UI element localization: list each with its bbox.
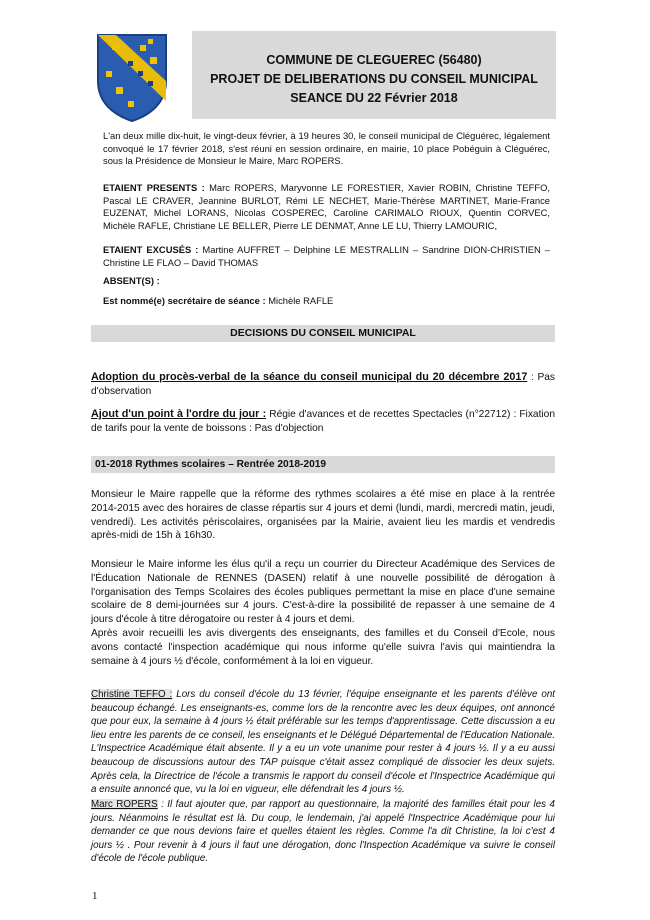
present-members [103, 182, 550, 232]
intro-paragraph: L'an deux mille dix-huit, le vingt-deux février, à 19 heures 30, le conseil municipal de Cléguérec, légalement convoqué le 17 février 2018, s'est réuni en session ordinaire, en mairie, 10 place Pobéguin à Cléguérec, sous la Présidence de Monsieur le Maire, Marc ROPERS. [103, 130, 550, 167]
page-number: 1 [92, 890, 98, 902]
document-title: PROJET DE DELIBERATIONS DU CONSEIL MUNICIPAL [210, 72, 538, 86]
item-heading: 01-2018 Rythmes scolaires – Rentrée 2018-2019 [91, 456, 555, 473]
adoption-title: Adoption du procès-verbal de la séance du conseil municipal du 20 décembre 2017 [91, 371, 528, 383]
commune-title: COMMUNE DE CLEGUEREC (56480) [266, 53, 482, 67]
statement-ropers [91, 798, 555, 866]
paragraph-dasen-letter: Monsieur le Maire informe les élus qu'il a reçu un courrier du Directeur Académique des Services de l'Éducation Nationale de RENNES (DASEN) relatif à une nouvelle possibilité de dérogation à l'organisation des Temps Scolaires des écoles publiques permettant la mise en place d'une semaine scolaire de 8 demi-journées sur 4 jours. C'est-à-dire la possibilité de repasser à une semaine de 4 jours d'école à titre dérogatoire ou rester à 4 jours et demi. [91, 559, 555, 626]
secretary-line [103, 295, 550, 308]
paragraph-opinions: Après avoir recueilli les avis divergents des enseignants, des familles et du Conseil d'Ecole, nous avons contacté l'inspection académique qui nous informe qu'elle suivra l'avis qui maintiendra la semaine à 4 jours ½ d'école, conformément à la loi en vigueur. [91, 628, 555, 667]
speaker-name: Marc ROPERS [91, 799, 158, 810]
secretary-label: Est nommé(e) secrétaire de séance : [103, 295, 266, 306]
agenda-addition-text: Régie d'avances et de recettes Spectacles (n°22712) : Fixation de tarifs pour la vente de boissons : Pas d'objection [91, 409, 555, 434]
document-header [192, 31, 556, 119]
excused-members [103, 244, 550, 269]
adoption-paragraph [91, 371, 555, 399]
present-names: Marc ROPERS, Maryvonne LE FORESTIER, Xavier ROBIN, Christine TEFFO, Pascal LE CRAVER, Jeannine BURLOT, Rémi LE NECHET, Marie-Thérèse MARTINET, Marie-France EUZENAT, Michel LORANS, Nicolas COSPEREC, Caroline CARIMALO RIOUX, Quentin CORVEC, Michèle RAFLE, Christiane LE BELLER, Pierre LE DENMAT, Anne LE LU, Thierry LAMOURIC, [103, 182, 550, 231]
decisions-heading: DECISIONS DU CONSEIL MUNICIPAL [91, 325, 555, 342]
speaker-name: Christine TEFFO : [91, 689, 173, 700]
excused-label: ETAIENT EXCUSÉS : [103, 244, 199, 255]
secretary-name: Michèle RAFLE [268, 295, 334, 306]
absent-label: ABSENT(S) : [103, 275, 160, 286]
statement-text: Lors du conseil d'école du 13 février, l'équipe enseignante et les parents d'élève ont beaucoup échangé. Les enseignants-es, comme lors de la rencontre avec les deux équipes, ont annoncé que pour eux, la semaine à 4 jours ½ était préférable sur les temps d'apprentissage. Cette discussion a eu lieu entre les parents de ce conseil, les enseignants et le Délégué Départemental de l'Education Nationale. L'Inspectrice Académique était absente. Il y a eu un vote unanime pour rester à 4 jours ½. Il y a eu aussi beaucoup de discussions autour des TAP puisque c'était assez compliqué de dissocier les deux sujets. Après cela, la Directrice de l'école a transmis le rapport du conseil d'école et l'Inspectrice Académique qui a ensuite annoncé que, vu la loi en vigueur, elle défendrait les 4 jours ½. [91, 689, 555, 796]
session-date: SEANCE DU 22 Février 2018 [290, 91, 458, 105]
paragraph-reform-recall: Monsieur le Maire rappelle que la réforme des rythmes scolaires a été mise en place à la rentrée 2014-2015 avec des horaires de classe répartis sur 4 jours et demi (lundi, mardi, mercredi matin, jeudi, vendredi). Les activités périscolaires, organisées par la Mairie, avaient lieu les mardis et vendredis après-midi de 15h à 16h30. [91, 489, 555, 542]
present-label: ETAIENT PRESENTS : [103, 182, 205, 193]
adoption-text: : Pas d'observation [91, 372, 556, 397]
excused-names: Martine AUFFRET – Delphine LE MESTRALLIN – Sandrine DION-CHRISTIEN – Christine LE FLAO – David THOMAS [103, 244, 551, 268]
coat-of-arms-icon [92, 31, 172, 123]
agenda-addition-title: Ajout d'un point à l'ordre du jour : [91, 408, 267, 420]
statement-text: : Il faut ajouter que, par rapport au questionnaire, la majorité des familles était pour les 4 jours. Néanmoins le résultat est là. Du coup, le lendemain, j'ai appelé l'Inspectrice Académique pour lui demander ce que nous devions faire et quelles étaient les règles. Comme l'a dit Christine, la loi c'est 4 jours ½ . Pour revenir à 4 jours il faut une dérogation, donc l'Inspection Académique va suivre le conseil d'école de l'école publique. [91, 799, 555, 865]
statement-teffo [91, 688, 555, 797]
agenda-addition-paragraph [91, 408, 555, 436]
